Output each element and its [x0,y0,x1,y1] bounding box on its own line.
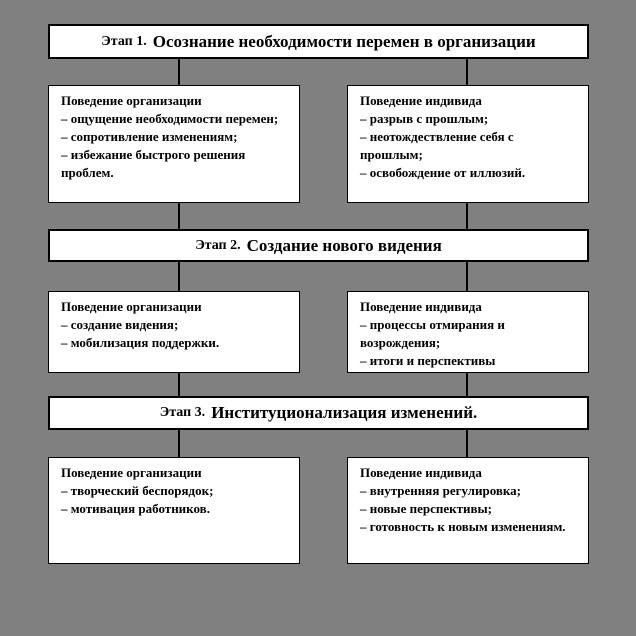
stage3-individual-box [347,457,589,564]
bullet-line: – процессы отмирания и возрождения; [360,317,505,350]
stage1-organization-box [48,85,300,203]
bullet-line: – создание видения; [61,317,179,332]
connector-line [178,262,180,291]
bullet-line: – разрыв с прошлым; [360,111,489,126]
connector-line [178,59,180,85]
bullet-line: – новые перспективы; [360,501,492,516]
stage1-individual-box [347,85,589,203]
box-bullets [360,110,577,182]
connector-line [466,373,468,396]
box-bullets [360,316,577,370]
box-bullets [61,482,288,518]
box-heading: Поведение организации [61,93,202,108]
stage2-banner-title: Создание нового видения [246,235,442,255]
bullet-line: – освобождение от иллюзий. [360,165,526,180]
bullet-line: – творческий беспорядок; [61,483,214,498]
stage1-banner-prefix: Этап 1. [101,33,147,49]
stage3-banner-prefix: Этап 3. [159,405,206,420]
bullet-line: – мобилизация поддержки. [61,335,220,350]
connector-line [466,430,468,457]
stage3-banner-title: Институционализация изменений. [211,403,478,422]
connector-line [178,373,180,396]
stage2-individual-box [347,291,589,373]
box-heading: Поведение организации [61,465,202,480]
bullet-line: – избежание быстрого решения проблем. [61,147,246,180]
connector-line [466,262,468,291]
box-bullets [61,110,288,182]
box-bullets [61,316,288,352]
stage2-banner-prefix: Этап 2. [195,237,241,253]
box-heading: Поведение организации [61,299,202,314]
stage2-banner [48,229,589,262]
stage1-banner [48,24,589,59]
stage3-organization-box [48,457,300,564]
connector-line [178,203,180,229]
bullet-line: – сопротивление изменениям; [61,129,238,144]
box-bullets [360,482,577,536]
bullet-line: – ощущение необходимости перемен; [61,111,279,126]
connector-line [466,203,468,229]
bullet-line: – итоги и перспективы [360,353,496,368]
box-heading: Поведение индивида [360,93,482,108]
stage3-banner [48,396,589,430]
stage1-banner-title: Осознание необходимости перемен в организации [152,31,536,51]
box-heading: Поведение индивида [360,465,482,480]
bullet-line: – готовность к новым изменениям. [360,519,566,534]
connector-line [178,430,180,457]
box-heading: Поведение индивида [360,299,482,314]
bullet-line: – внутренняя регулировка; [360,483,522,498]
connector-line [466,59,468,85]
bullet-line: – неотождествление себя с прошлым; [360,129,514,162]
stage2-organization-box [48,291,300,373]
bullet-line: – мотивация работников. [61,501,210,516]
